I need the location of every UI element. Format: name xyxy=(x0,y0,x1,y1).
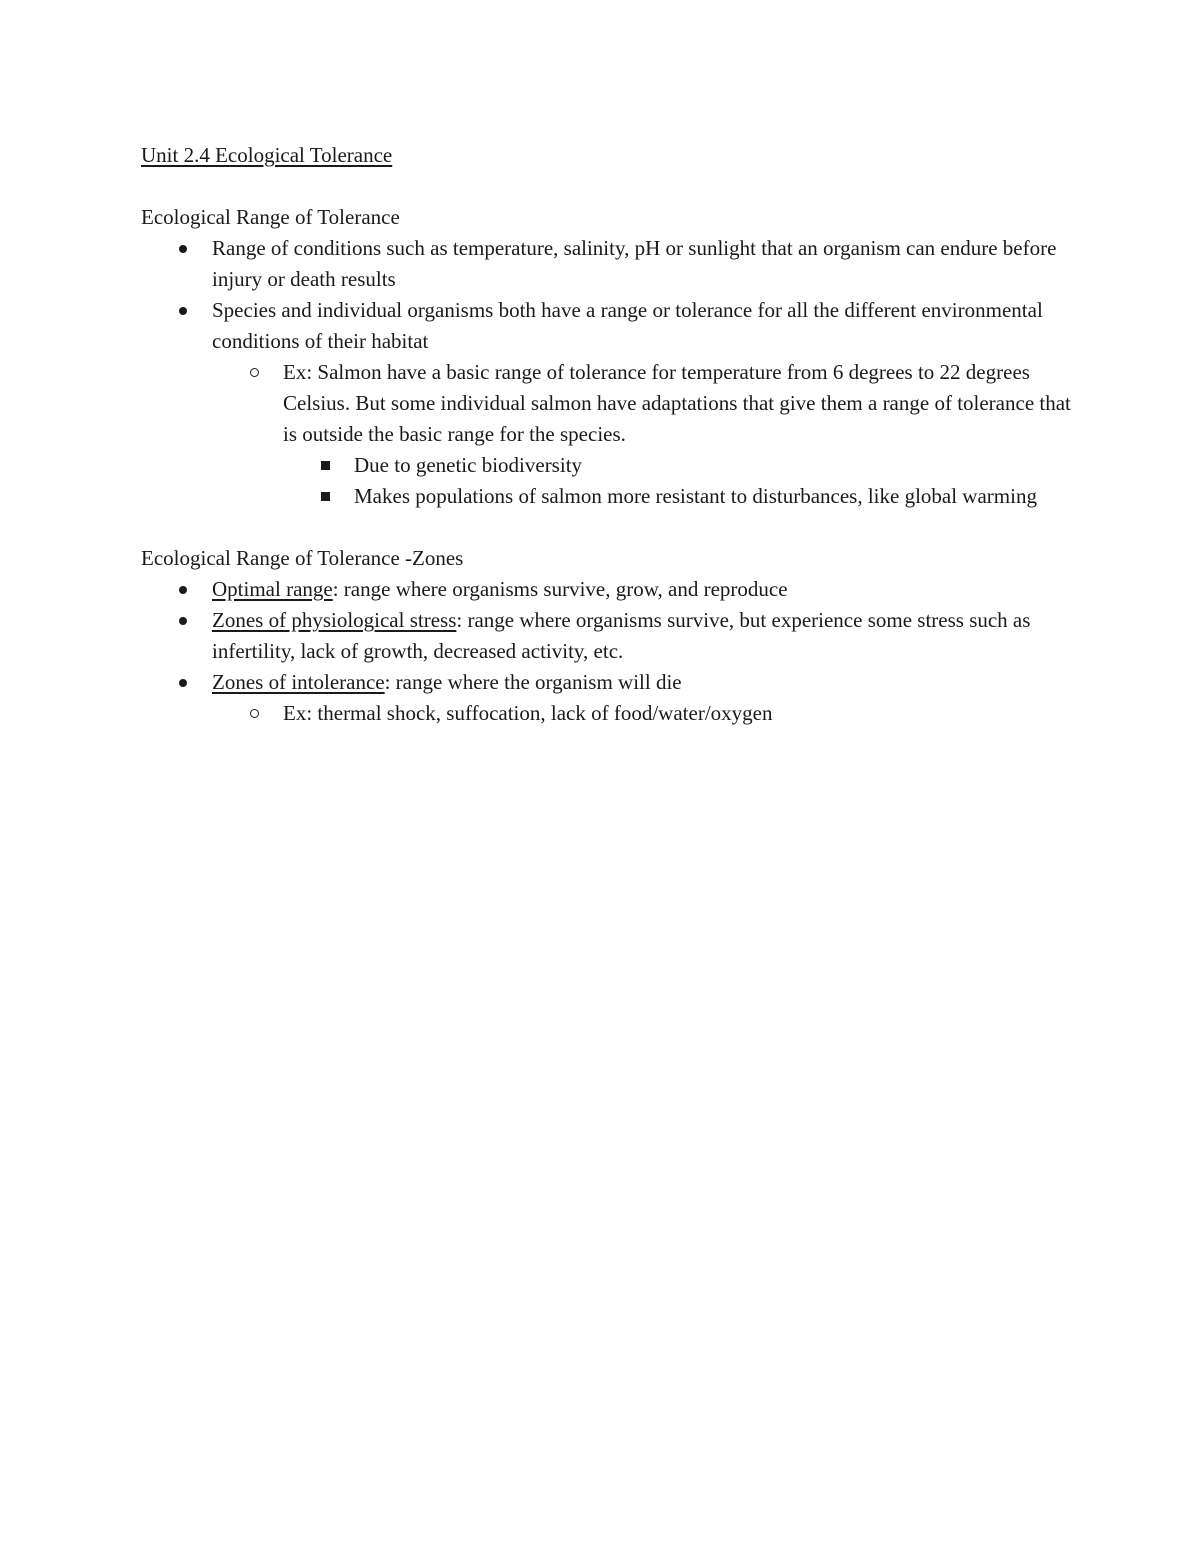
blank-line xyxy=(141,171,1071,202)
sub-list-item-text: Ex: thermal shock, suffocation, lack of food/water/oxygen xyxy=(283,701,773,725)
term-intolerance: Zones of intolerance xyxy=(212,670,385,694)
sub-list-item xyxy=(212,698,1071,729)
document-content xyxy=(141,140,1071,729)
hollow-bullet-icon xyxy=(244,357,264,388)
filled-bullet-icon xyxy=(173,605,193,636)
bullet-list-range-of-tolerance xyxy=(141,233,1071,512)
term-description: : range where the organism will die xyxy=(384,670,682,694)
list-item xyxy=(141,295,1071,512)
hollow-bullet-icon xyxy=(244,698,264,729)
section-heading-zones: Ecological Range of Tolerance -Zones xyxy=(141,546,464,570)
square-bullet-icon xyxy=(315,450,335,481)
list-item-text: Species and individual organisms both have a range or tolerance for all the different environmental conditions of their habitat xyxy=(212,298,1043,353)
sub-sub-list-item xyxy=(283,450,1071,481)
bullet-list-zones xyxy=(141,574,1071,729)
filled-bullet-icon xyxy=(173,667,193,698)
blank-line xyxy=(141,512,1071,543)
filled-bullet-icon xyxy=(173,295,193,326)
section-heading-range-of-tolerance: Ecological Range of Tolerance xyxy=(141,205,400,229)
sub-sub-list-item xyxy=(283,481,1071,512)
term-description: : range where organisms survive, but experience some stress such as infertility, lack of growth, decreased activity, etc. xyxy=(212,608,1031,663)
filled-bullet-icon xyxy=(173,574,193,605)
term-physiological-stress: Zones of physiological stress xyxy=(212,608,457,632)
sub-list-item xyxy=(212,357,1071,512)
list-item-text: Range of conditions such as temperature, salinity, pH or sunlight that an organism can endure before injury or death results xyxy=(212,236,1057,291)
term-optimal-range: Optimal range xyxy=(212,577,333,601)
filled-bullet-icon xyxy=(173,233,193,264)
sub-list-item-text: Ex: Salmon have a basic range of tolerance for temperature from 6 degrees to 22 degrees Celsius. But some individual salmon have adaptations that give them a range of tolerance that is outside the basic range for the species. xyxy=(283,360,1071,446)
list-item xyxy=(141,667,1071,729)
sub-sub-list-item-text: Makes populations of salmon more resistant to disturbances, like global warming xyxy=(354,484,1037,508)
sub-sub-list-item-text: Due to genetic biodiversity xyxy=(354,453,583,477)
term-description: : range where organisms survive, grow, and reproduce xyxy=(332,577,788,601)
list-item xyxy=(141,233,1071,295)
sub-sub-bullet-list xyxy=(283,450,1071,512)
sub-bullet-list xyxy=(141,698,1071,729)
page-title: Unit 2.4 Ecological Tolerance xyxy=(141,143,393,167)
sub-bullet-list xyxy=(141,357,1071,512)
square-bullet-icon xyxy=(315,481,335,512)
list-item xyxy=(141,605,1071,667)
list-item xyxy=(141,574,1071,605)
